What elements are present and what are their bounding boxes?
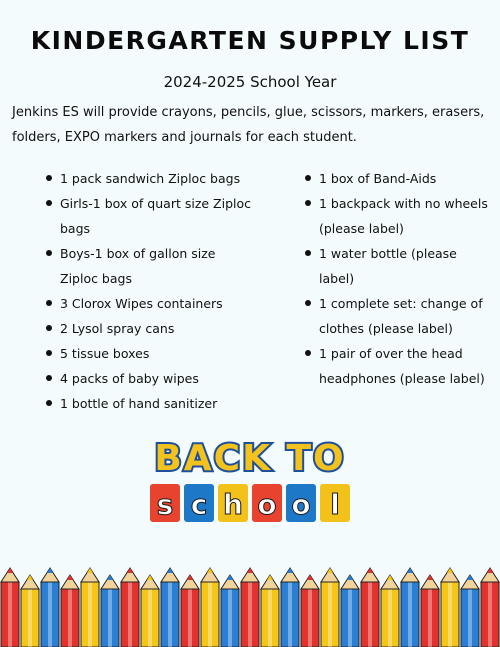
pencil-icon [301,575,319,647]
school-letter-tile [218,484,248,522]
school-letter-tile [184,484,214,522]
school-letter-tile [150,484,180,522]
pencil-icon [461,575,479,647]
svg-text:s: s [156,488,174,521]
list-item: 1 backpack with no wheels (please label) [305,191,495,241]
list-item: 1 bottle of hand sanitizer [46,391,256,416]
pencil-icon [181,575,199,647]
back-to-school-logo [145,432,355,530]
back-to-logo-text: BACK TO [154,438,346,479]
pencil-icon [281,568,299,647]
list-item: 1 complete set: change of clothes (please label) [305,291,495,341]
pencil-icon [341,575,359,647]
pencil-icon [101,575,119,647]
svg-text:h: h [223,488,243,521]
svg-text:c: c [190,488,208,521]
pencil-icon [381,575,399,647]
pencil-icon [21,575,39,647]
pencil-icon [201,568,219,647]
pencil-icon [1,568,19,647]
svg-text:o: o [257,488,277,521]
pencil-icon [241,568,259,647]
school-year-subtitle: 2024-2025 School Year [163,73,337,91]
supply-list-right [305,166,495,391]
intro-paragraph: Jenkins ES will provide crayons, pencils, glue, scissors, markers, erasers, folders, EXPO markers and journals for each student. [12,105,485,145]
list-item: Boys-1 box of gallon size Ziploc bags [46,241,256,291]
supply-list-left [46,166,256,416]
pencil-icon [321,568,339,647]
pencil-icon [141,575,159,647]
pencil-border-decoration [0,560,500,647]
pencil-icon [61,575,79,647]
pencil-icon [41,568,59,647]
list-item: 2 Lysol spray cans [46,316,256,341]
svg-text:o: o [291,488,311,521]
pencil-icon [361,568,379,647]
pencil-icon [481,568,499,647]
list-item: 3 Clorox Wipes containers [46,291,256,316]
pencil-icon [441,568,459,647]
pencil-icon [161,568,179,647]
list-item: 1 box of Band-Aids [305,166,495,191]
list-item: Girls-1 box of quart size Ziploc bags [46,191,256,241]
list-item: 1 pack sandwich Ziploc bags [46,166,256,191]
list-item: 1 pair of over the head headphones (please label) [305,341,495,391]
school-letter-tile [252,484,282,522]
pencil-icon [421,575,439,647]
pencil-icon [401,568,419,647]
school-letter-tiles [150,484,350,522]
pencil-icon [261,575,279,647]
list-item: 5 tissue boxes [46,341,256,366]
svg-text:l: l [330,488,340,521]
pencil-icon [81,568,99,647]
school-letter-tile [320,484,350,522]
list-item: 1 water bottle (please label) [305,241,495,291]
list-item: 4 packs of baby wipes [46,366,256,391]
pencil-icon [221,575,239,647]
page-title: KINDERGARTEN SUPPLY LIST [30,26,470,55]
school-letter-tile [286,484,316,522]
pencil-icon [121,568,139,647]
